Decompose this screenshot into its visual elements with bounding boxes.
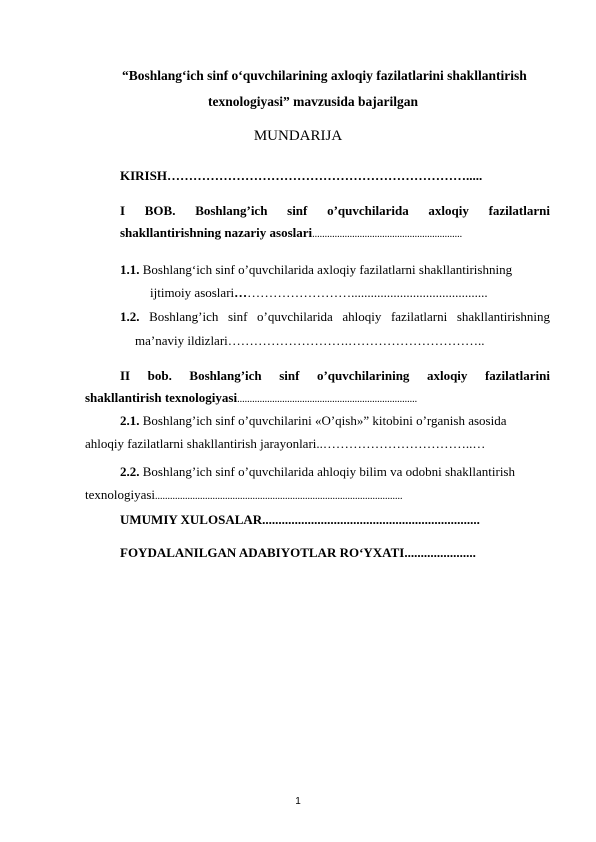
toc-word: I <box>120 203 126 218</box>
toc-entry-1-1-cont <box>150 285 488 301</box>
toc-entry-adabiyotlar <box>120 545 476 561</box>
page-number: 1 <box>295 796 301 807</box>
toc-entry-1-2 <box>120 309 550 325</box>
toc-leader-dots: ................................................................................................... <box>155 491 403 502</box>
toc-word: sinf <box>279 368 300 383</box>
toc-word: o’quvchilarida <box>327 203 409 218</box>
toc-leader-dots: ..……………………………..… <box>316 436 486 451</box>
toc-word: o’quvchilarining <box>316 368 410 383</box>
toc-word: axloqiy <box>426 368 468 383</box>
toc-entry-text: Boshlang‘ich sinf o’quvchilarida axloqiy fazilatlarni shakllantirishning <box>139 262 513 277</box>
toc-entry-bob2-cont <box>85 390 417 408</box>
toc-heading: MUNDARIJA <box>253 128 343 144</box>
toc-entry-bob1-cont <box>120 225 462 243</box>
toc-entry-bob1-label: shakllantirishning nazariy asoslari <box>120 225 313 240</box>
toc-word: BOB. <box>144 203 176 218</box>
toc-entry-2-1-cont <box>85 436 485 452</box>
toc-entry-text: ahloqiy fazilatlarni shakllantirish jarayonlari <box>85 436 317 451</box>
toc-entry-text: Boshlang’ich sinf o’quvchilarini «O’qish»” kitobini o’rganish asosida <box>139 413 507 428</box>
toc-word: Boshlang’ich <box>189 368 262 383</box>
toc-leader-dots: ................................................................... <box>262 512 480 527</box>
toc-leader-dots: ……………………………………………………………..... <box>166 168 483 183</box>
toc-entry-adabiyotlar-label: FOYDALANILGAN ADABIYOTLAR RO‘YXATI <box>120 545 405 560</box>
toc-entry-text: Boshlang’ich sinf o’quvchilarida ahloqiy bilim va odobni shakllantirish <box>139 464 515 479</box>
toc-entry-number: 1.1. <box>120 262 140 277</box>
toc-entry-2-1 <box>120 413 506 429</box>
toc-leader-dots: ……………………….………………………….. <box>227 333 485 348</box>
toc-entry-text: ma’naviy ildizlari <box>135 333 228 348</box>
toc-entry-text: ijtimoiy asoslari <box>150 285 235 300</box>
toc-word: Boshlang’ich <box>149 309 219 324</box>
toc-entry-2-2 <box>120 464 515 480</box>
toc-leader-dots: …………………….......................................... <box>247 285 488 300</box>
toc-word: bob. <box>147 368 172 383</box>
toc-leader-dots: ...................... <box>404 545 476 560</box>
toc-entry-1-2-cont <box>135 333 485 349</box>
toc-entry-kirish-label: KIRISH <box>120 168 167 183</box>
toc-entry-text: texnologiyasi <box>85 487 156 502</box>
toc-entry-number: 2.1. <box>120 413 140 428</box>
toc-leader-dots: ........................................................................ <box>237 394 418 405</box>
toc-entry-bob2-label: shakllantirish texnologiyasi <box>85 390 238 405</box>
toc-entry-xulosa-label: UMUMIY XULOSALAR <box>120 512 263 527</box>
toc-entry-xulosa <box>120 512 480 528</box>
toc-word: fazilatlarni <box>488 203 550 218</box>
document-title-line-2: texnologiyasi” mavzusida bajarilgan <box>208 94 419 109</box>
toc-entry-number: 1.2. <box>120 309 140 324</box>
toc-leader-dots: … <box>234 285 248 300</box>
toc-entry-bob2 <box>120 368 550 384</box>
toc-word: fazilatlarni <box>390 309 448 324</box>
toc-word: axloqiy <box>428 203 469 218</box>
toc-word: fazilatlarini <box>484 368 550 383</box>
toc-word: o’quvchilarida <box>257 309 333 324</box>
toc-word: sinf <box>287 203 308 218</box>
toc-word: ahloqiy <box>342 309 382 324</box>
toc-word: Boshlang’ich <box>195 203 268 218</box>
toc-leader-dots: ............................................................ <box>312 229 463 240</box>
toc-entry-2-2-cont <box>85 487 403 505</box>
document-title-line-1: “Boshlang‘ich sinf o‘quvchilarining axloqiy fazilatlarini shakllantirish <box>122 68 527 83</box>
toc-entry-bob1 <box>120 203 550 219</box>
toc-entry-1-1 <box>120 262 512 278</box>
toc-word: shakllantirishning <box>456 309 550 324</box>
toc-entry-kirish <box>120 168 482 184</box>
toc-word: sinf <box>227 309 248 324</box>
toc-word: II <box>120 368 131 383</box>
toc-entry-number: 2.2. <box>120 464 140 479</box>
